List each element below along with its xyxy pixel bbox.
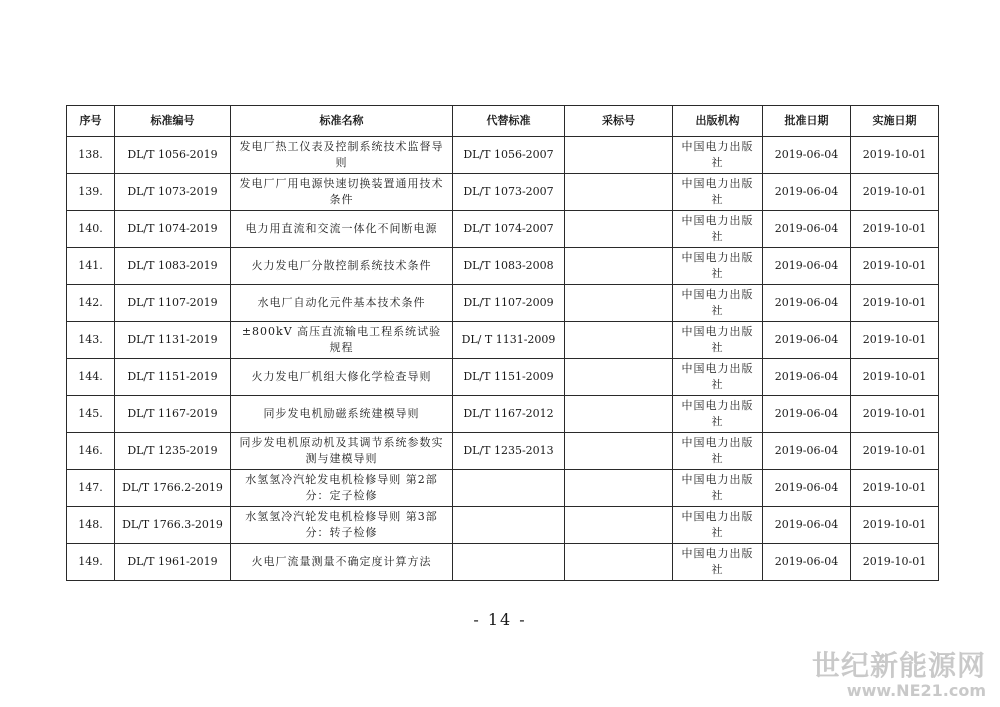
cell-effective: 2019-10-01 [851, 211, 939, 248]
cell-publisher: 中国电力出版社 [673, 137, 763, 174]
cell-name: 水氢氢冷汽轮发电机检修导则 第3部分：转子检修 [231, 507, 453, 544]
table-row [67, 285, 939, 322]
cell-effective: 2019-10-01 [851, 174, 939, 211]
standards-table [66, 105, 939, 581]
header-publisher: 出版机构 [673, 106, 763, 137]
cell-name: 火电厂流量测量不确定度计算方法 [231, 544, 453, 581]
cell-adopted [565, 359, 673, 396]
cell-code: DL/T 1766.3-2019 [115, 507, 231, 544]
cell-adopted [565, 248, 673, 285]
cell-code: DL/T 1073-2019 [115, 174, 231, 211]
cell-replaces: DL/T 1151-2009 [453, 359, 565, 396]
cell-effective: 2019-10-01 [851, 359, 939, 396]
watermark-url: www.NE21.com [846, 681, 986, 700]
cell-adopted [565, 322, 673, 359]
cell-approved: 2019-06-04 [763, 359, 851, 396]
cell-no: 140. [67, 211, 115, 248]
cell-replaces: DL/T 1167-2012 [453, 396, 565, 433]
cell-adopted [565, 544, 673, 581]
cell-adopted [565, 433, 673, 470]
cell-name: 同步发电机原动机及其调节系统参数实测与建模导则 [231, 433, 453, 470]
table-row [67, 211, 939, 248]
cell-approved: 2019-06-04 [763, 322, 851, 359]
cell-no: 144. [67, 359, 115, 396]
table-row [67, 396, 939, 433]
table-row [67, 544, 939, 581]
cell-no: 145. [67, 396, 115, 433]
cell-code: DL/T 1766.2-2019 [115, 470, 231, 507]
cell-approved: 2019-06-04 [763, 433, 851, 470]
cell-no: 149. [67, 544, 115, 581]
cell-publisher: 中国电力出版社 [673, 248, 763, 285]
cell-adopted [565, 470, 673, 507]
header-code: 标准编号 [115, 106, 231, 137]
table-row [67, 174, 939, 211]
cell-no: 139. [67, 174, 115, 211]
cell-name: 同步发电机励磁系统建模导则 [231, 396, 453, 433]
cell-approved: 2019-06-04 [763, 507, 851, 544]
cell-replaces: DL/T 1074-2007 [453, 211, 565, 248]
cell-publisher: 中国电力出版社 [673, 174, 763, 211]
header-effective: 实施日期 [851, 106, 939, 137]
cell-effective: 2019-10-01 [851, 396, 939, 433]
cell-adopted [565, 137, 673, 174]
cell-effective: 2019-10-01 [851, 470, 939, 507]
cell-publisher: 中国电力出版社 [673, 433, 763, 470]
cell-code: DL/T 1235-2019 [115, 433, 231, 470]
cell-name: 发电厂厂用电源快速切换装置通用技术条件 [231, 174, 453, 211]
cell-effective: 2019-10-01 [851, 322, 939, 359]
cell-no: 141. [67, 248, 115, 285]
header-no: 序号 [67, 106, 115, 137]
cell-name: 发电厂热工仪表及控制系统技术监督导则 [231, 137, 453, 174]
cell-effective: 2019-10-01 [851, 507, 939, 544]
cell-no: 148. [67, 507, 115, 544]
cell-name: 火力发电厂分散控制系统技术条件 [231, 248, 453, 285]
table-row [67, 137, 939, 174]
cell-code: DL/T 1083-2019 [115, 248, 231, 285]
cell-effective: 2019-10-01 [851, 544, 939, 581]
cell-adopted [565, 174, 673, 211]
header-approved: 批准日期 [763, 106, 851, 137]
cell-no: 138. [67, 137, 115, 174]
table-row [67, 507, 939, 544]
cell-code: DL/T 1107-2019 [115, 285, 231, 322]
cell-replaces: DL/ T 1131-2009 [453, 322, 565, 359]
cell-name: 电力用直流和交流一体化不间断电源 [231, 211, 453, 248]
cell-publisher: 中国电力出版社 [673, 544, 763, 581]
header-name: 标准名称 [231, 106, 453, 137]
cell-adopted [565, 211, 673, 248]
cell-adopted [565, 285, 673, 322]
table-row [67, 322, 939, 359]
cell-publisher: 中国电力出版社 [673, 211, 763, 248]
cell-replaces: DL/T 1235-2013 [453, 433, 565, 470]
cell-replaces: DL/T 1056-2007 [453, 137, 565, 174]
cell-replaces: DL/T 1107-2009 [453, 285, 565, 322]
cell-approved: 2019-06-04 [763, 248, 851, 285]
cell-replaces [453, 507, 565, 544]
cell-approved: 2019-06-04 [763, 285, 851, 322]
cell-approved: 2019-06-04 [763, 470, 851, 507]
cell-approved: 2019-06-04 [763, 211, 851, 248]
watermark-title: 世纪新能源网 [811, 649, 986, 682]
cell-name: 水氢氢冷汽轮发电机检修导则 第2部分：定子检修 [231, 470, 453, 507]
cell-code: DL/T 1961-2019 [115, 544, 231, 581]
cell-replaces [453, 470, 565, 507]
page-number: - 14 - [473, 610, 527, 629]
cell-publisher: 中国电力出版社 [673, 507, 763, 544]
table-header-row [67, 106, 939, 137]
cell-adopted [565, 396, 673, 433]
cell-code: DL/T 1131-2019 [115, 322, 231, 359]
header-replaces: 代替标准 [453, 106, 565, 137]
cell-adopted [565, 507, 673, 544]
cell-approved: 2019-06-04 [763, 544, 851, 581]
cell-name: ±800kV 高压直流输电工程系统试验规程 [231, 322, 453, 359]
table-row [67, 433, 939, 470]
cell-effective: 2019-10-01 [851, 137, 939, 174]
cell-code: DL/T 1167-2019 [115, 396, 231, 433]
cell-effective: 2019-10-01 [851, 433, 939, 470]
cell-replaces: DL/T 1073-2007 [453, 174, 565, 211]
cell-replaces: DL/T 1083-2008 [453, 248, 565, 285]
cell-code: DL/T 1074-2019 [115, 211, 231, 248]
cell-publisher: 中国电力出版社 [673, 359, 763, 396]
cell-no: 147. [67, 470, 115, 507]
cell-no: 142. [67, 285, 115, 322]
cell-publisher: 中国电力出版社 [673, 396, 763, 433]
table-row [67, 248, 939, 285]
cell-code: DL/T 1151-2019 [115, 359, 231, 396]
cell-approved: 2019-06-04 [763, 396, 851, 433]
cell-publisher: 中国电力出版社 [673, 285, 763, 322]
watermark [812, 650, 986, 700]
cell-publisher: 中国电力出版社 [673, 322, 763, 359]
cell-approved: 2019-06-04 [763, 174, 851, 211]
table-row [67, 359, 939, 396]
cell-name: 火力发电厂机组大修化学检查导则 [231, 359, 453, 396]
cell-no: 143. [67, 322, 115, 359]
cell-code: DL/T 1056-2019 [115, 137, 231, 174]
cell-no: 146. [67, 433, 115, 470]
cell-approved: 2019-06-04 [763, 137, 851, 174]
cell-publisher: 中国电力出版社 [673, 470, 763, 507]
table-row [67, 470, 939, 507]
header-adopted: 采标号 [565, 106, 673, 137]
cell-replaces [453, 544, 565, 581]
cell-effective: 2019-10-01 [851, 285, 939, 322]
cell-effective: 2019-10-01 [851, 248, 939, 285]
cell-name: 水电厂自动化元件基本技术条件 [231, 285, 453, 322]
